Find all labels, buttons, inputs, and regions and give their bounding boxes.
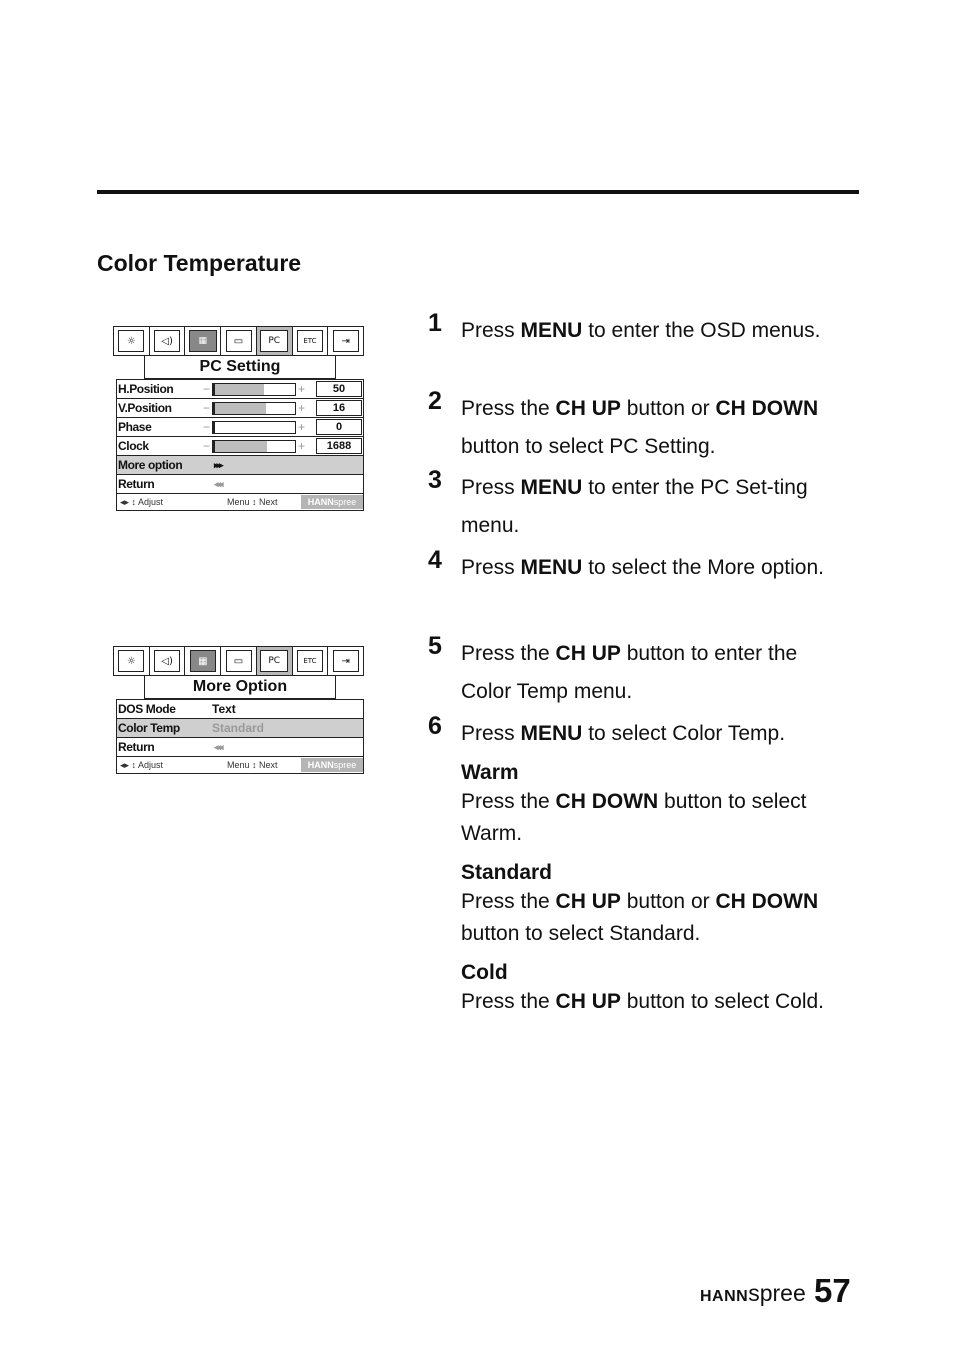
picture-icon: ▦ xyxy=(185,327,221,355)
osd-row-label: H.Position xyxy=(118,382,174,396)
page-number: 57 xyxy=(814,1272,851,1309)
osd-pc-setting-menu xyxy=(113,326,364,511)
brightness-icon: ☼ xyxy=(114,647,150,675)
osd-row-v-position xyxy=(117,399,363,418)
option-text: Press the CH UP button to select Cold. xyxy=(461,990,825,1013)
hannspree-logo: HANNspree xyxy=(301,758,363,772)
step-text: Press MENU to enter the PC Set-ting menu. xyxy=(461,476,808,537)
back-arrows-icon: ◂◂◂ xyxy=(214,742,222,752)
slider-bar xyxy=(212,421,296,434)
osd-table xyxy=(116,379,364,511)
etc-icon: ETC xyxy=(293,327,329,355)
step-number: 2 xyxy=(428,387,442,415)
back-arrows-icon: ◂◂◂ xyxy=(214,479,222,489)
plus-icon: + xyxy=(298,401,306,415)
osd-row-label: Clock xyxy=(118,439,149,453)
osd-title: More Option xyxy=(144,676,336,699)
option-heading: Warm xyxy=(461,761,519,784)
step-text: Press the CH UP button to enter the Color Temp menu. xyxy=(461,642,798,703)
slider-bar xyxy=(212,440,296,453)
osd-row-label: V.Position xyxy=(118,401,172,415)
option-warm xyxy=(461,760,861,850)
plus-icon: + xyxy=(298,420,306,434)
osd-row-label: DOS Mode xyxy=(118,702,176,716)
audio-icon: ◁) xyxy=(150,647,186,675)
pc-icon: PC xyxy=(257,647,293,675)
osd-row-value: Standard xyxy=(212,721,265,735)
osd-row-label: Phase xyxy=(118,420,152,434)
option-heading: Standard xyxy=(461,861,553,884)
adjust-hint: ◂▸ ↕ Adjust xyxy=(120,497,164,507)
step-number: 5 xyxy=(428,632,442,660)
hannspree-logo: HANNspree xyxy=(301,495,363,509)
etc-icon: ETC xyxy=(293,647,329,675)
osd-row-return xyxy=(117,738,363,757)
osd-more-option-menu xyxy=(113,646,364,774)
exit-icon: ⇥ xyxy=(328,647,363,675)
osd-row-label: Color Temp xyxy=(118,721,180,735)
step-text: Press MENU to enter the OSD menus. xyxy=(461,319,821,342)
step-number: 3 xyxy=(428,466,442,494)
osd-row-color-temp xyxy=(117,719,363,738)
forward-arrows-icon: ▸▸▸ xyxy=(214,460,222,470)
osd-footer xyxy=(117,757,363,773)
plus-icon: + xyxy=(298,382,306,396)
osd-row-value: 0 xyxy=(316,419,362,435)
osd-icon-bar xyxy=(113,326,364,356)
step-number: 6 xyxy=(428,712,442,740)
osd-title: PC Setting xyxy=(144,356,336,379)
osd-row-value: 16 xyxy=(316,400,362,416)
adjust-hint: ◂▸ ↕ Adjust xyxy=(120,760,164,770)
nav-hint: Menu ↕ Next xyxy=(227,497,278,507)
footer-logo: HANNspree xyxy=(700,1280,806,1306)
option-text: Press the CH UP button or CH DOWN button to select Standard. xyxy=(461,890,819,945)
osd-row-h-position xyxy=(117,380,363,399)
osd-row-return xyxy=(117,475,363,494)
picture-icon: ▦ xyxy=(185,647,221,675)
minus-icon: − xyxy=(203,439,211,453)
section-title: Color Temperature xyxy=(97,250,302,276)
osd-row-value: Text xyxy=(212,702,236,716)
option-standard xyxy=(461,860,861,950)
osd-row-dos-mode xyxy=(117,700,363,719)
osd-icon-bar xyxy=(113,646,364,676)
osd-row-value: 50 xyxy=(316,381,362,397)
plus-icon: + xyxy=(298,439,306,453)
option-cold xyxy=(461,960,861,1018)
option-heading: Cold xyxy=(461,961,508,984)
tv-icon: ▭ xyxy=(221,327,257,355)
step-text: Press MENU to select Color Temp. xyxy=(461,722,786,745)
audio-icon: ◁) xyxy=(150,327,186,355)
tv-icon: ▭ xyxy=(221,647,257,675)
osd-footer xyxy=(117,494,363,510)
osd-row-value: 1688 xyxy=(316,438,362,454)
step-number: 4 xyxy=(428,546,442,574)
step-text: Press MENU to select the More option. xyxy=(461,556,824,579)
step-text: Press the CH UP button or CH DOWN button to select PC Setting. xyxy=(461,397,819,458)
header-rule xyxy=(97,190,859,194)
pc-icon: PC xyxy=(257,327,293,355)
osd-row-clock xyxy=(117,437,363,456)
osd-row-label: Return xyxy=(118,477,155,491)
nav-hint: Menu ↕ Next xyxy=(227,760,278,770)
step-number: 1 xyxy=(428,309,442,337)
osd-table xyxy=(116,699,364,774)
osd-row-label: Return xyxy=(118,740,155,754)
slider-bar xyxy=(212,383,296,396)
osd-row-label: More option xyxy=(118,458,183,472)
minus-icon: − xyxy=(203,401,211,415)
option-text: Press the CH DOWN button to select Warm. xyxy=(461,790,807,845)
osd-row-more-option xyxy=(117,456,363,475)
osd-row-phase xyxy=(117,418,363,437)
minus-icon: − xyxy=(203,382,211,396)
minus-icon: − xyxy=(203,420,211,434)
exit-icon: ⇥ xyxy=(328,327,363,355)
slider-bar xyxy=(212,402,296,415)
brightness-icon: ☼ xyxy=(114,327,150,355)
